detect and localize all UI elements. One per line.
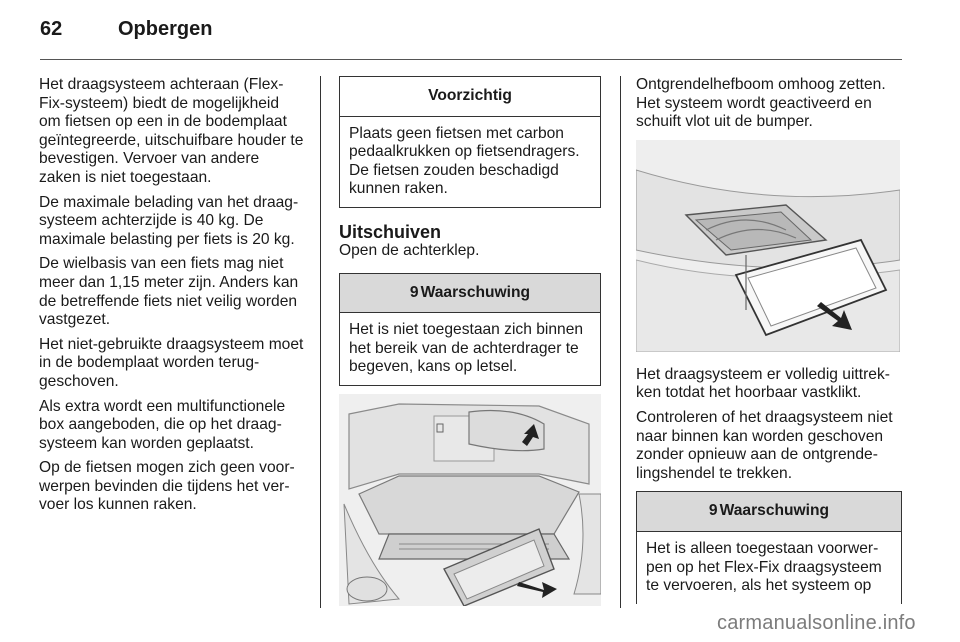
paragraph: Open de achterklep. xyxy=(339,241,480,259)
column-divider xyxy=(320,76,321,608)
paragraph: De wielbasis van een fiets mag niet meer dan 1,15 meter zijn. Anders kan de betreffende fiets niet veilig worden vastgezet. xyxy=(39,255,299,329)
warning-icon: 9 xyxy=(708,502,718,520)
warning-title: Waarschuwing xyxy=(420,283,531,301)
paragraph: Het draagsysteem achteraan (Flex-Fix-systeem) biedt de mogelijkheid om fietsen op een in de bodemplaat geïntegreerde, uitschuifbare houder te bevestigen. Vervoer van andere zaken is niet toegestaan. xyxy=(39,76,304,186)
warning-box xyxy=(339,273,601,386)
warning-title: Waarschuwing xyxy=(719,502,830,520)
paragraph: Op de fietsen mogen zich geen voorwerpen bevinden die tijdens het vervoer los kunnen raken. xyxy=(39,459,295,514)
paragraph: Het niet-gebruikte draagsysteem moet in de bodemplaat worden teruggeschoven. xyxy=(39,335,304,390)
page-header xyxy=(40,18,920,48)
paragraph: Als extra wordt een multifunctionele box aangeboden, die op het draagsysteem kan worden geplaatst. xyxy=(39,397,286,452)
section-heading: Uitschuiven xyxy=(339,221,442,242)
paragraph: Controleren of het draagsysteem niet naar binnen kan worden geschoven zonder opnieuw aan de ontgrendelingshendel te trekken. xyxy=(636,408,893,482)
bike-rack-drawing xyxy=(636,140,900,352)
caution-heading: Voorzichtig xyxy=(340,77,600,117)
page-number: 62 xyxy=(40,18,63,40)
column-2 xyxy=(339,76,601,606)
column-3 xyxy=(636,76,902,604)
page-title: Opbergen xyxy=(118,18,213,40)
bike-rack-illustration xyxy=(636,140,900,352)
column-1 xyxy=(39,76,305,521)
column-divider xyxy=(620,76,621,608)
warning-text: Het is niet toegestaan zich binnen het bereik van de achterdrager te begeven, kans op letsel. xyxy=(349,321,584,376)
paragraph: Het draagsysteem er volledig uittrekken totdat het hoorbaar vastklikt. xyxy=(636,365,890,402)
warning-box xyxy=(636,491,902,603)
paragraph: De maximale belading van het draagsysteem achterzijde is 40 kg. De maximale belasting per fiets is 20 kg. xyxy=(39,193,299,248)
warning-icon: 9 xyxy=(409,283,419,301)
warning-heading xyxy=(340,274,600,314)
trunk-illustration xyxy=(339,394,601,606)
trunk-drawing xyxy=(339,394,601,606)
caution-text: Plaats geen fietsen met carbon pedaalkrukken op fietsendragers. De fietsen zouden beschadigd kunnen raken. xyxy=(349,124,580,198)
warning-heading xyxy=(637,492,901,532)
header-rule xyxy=(40,59,902,60)
paragraph: Ontgrendelhefboom omhoog zetten. Het systeem wordt geactiveerd en schuift vlot uit de bumper. xyxy=(636,76,886,131)
warning-text: Het is alleen toegestaan voorwerpen op het Flex-Fix draagsysteem te vervoeren, als het systeem op xyxy=(646,539,882,595)
watermark: carmanualsonline.info xyxy=(717,612,916,634)
caution-box xyxy=(339,76,601,208)
